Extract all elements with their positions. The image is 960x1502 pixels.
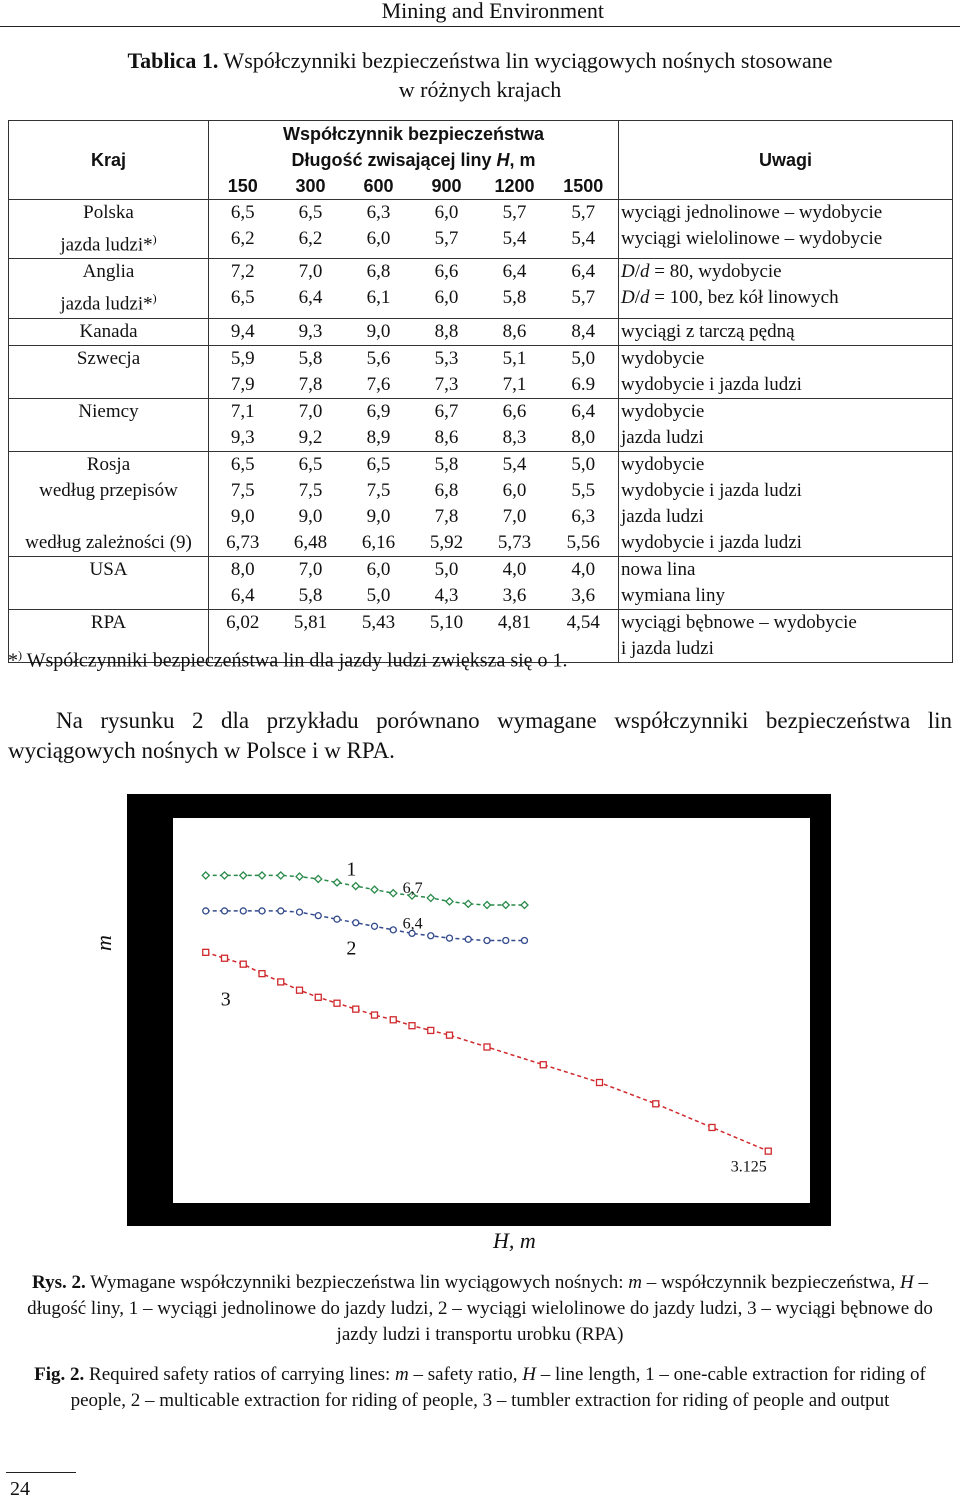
series-2-point [353,920,359,926]
cell-value: 7,0 [277,556,345,583]
series-3-point [297,987,303,993]
cell-country [9,583,209,610]
cell-value: 6,3 [571,505,596,527]
cell-country: USA [9,556,209,583]
chart-annotation: 6,4 [402,915,423,933]
cell-value: 5,3 [413,345,481,372]
caption-polish: Rys. 2. Wymagane współczynniki bezpieczeństwa lin wyciągowych nośnych: m – współczynnik bezpieczeństwa, H – długość liny, 1 – wyciągi jednolinowe do jazdy ludzi, 2 – wyciągi wielolinowe do jazdy ludzi, 3 – wyciągi bębnowe do jazdy ludzi i transportu urobku (RPA) [27,1272,933,1345]
cell-value: 5,4 [571,228,596,249]
cell-value: 5,0 [413,556,481,583]
cell-value: 8,0 [209,556,277,583]
cell-value: 5,8 [298,584,323,606]
length-header-900: 900 [413,173,481,200]
chart-annotation: 1 [346,858,357,881]
table-footnote: *) Współczynniki bezpieczeństwa lin dla jazdy ludzi zwiększa się o 1. [8,648,568,672]
table-row [9,425,953,452]
cell-value: 8,6 [481,318,549,345]
cell-value: 7,5 [298,479,323,501]
cell-note: i jazda ludzi [619,636,953,663]
cell-value: 6,2 [298,228,323,249]
cell-value: 6,8 [434,479,459,501]
cell-value: 4,81 [481,609,549,636]
series-3-point [240,961,246,967]
cell-value: 5,73 [497,531,532,553]
series-3-point [315,994,321,1000]
cell-value: 6,0 [434,287,459,309]
series-3-point [278,979,284,985]
cell-value: 6,6 [413,259,481,286]
cell-value: 4,0 [481,556,549,583]
cell-value: 6,16 [361,531,396,553]
cell-value: 7,0 [277,398,345,425]
series-2-point [334,916,340,922]
cell-value: 3,6 [571,584,596,606]
chart-annotation: 3.125 [730,1158,767,1176]
series-2-point [222,908,228,914]
length-header-300: 300 [277,173,345,200]
series-3-point [353,1006,359,1012]
cell-value: 5,8 [502,287,527,309]
cell-value: 6,1 [366,287,391,309]
cell-country: RPA [9,609,209,636]
series-2-point [372,923,378,929]
cell-value: 6.9 [571,373,596,395]
cell-value: 5,56 [566,531,600,553]
series-2-point [522,938,528,944]
cell-value: 5,1 [481,345,549,372]
cell-value: 6,5 [230,287,255,309]
cell-value: 6,0 [502,479,527,501]
chart-svg [127,794,831,1226]
chart-xlabel: H, m [493,1228,536,1253]
cell-value: 9,0 [345,318,413,345]
cell-value: 5,9 [209,345,277,372]
cell-value: 6,6 [481,398,549,425]
series-3-point [259,971,265,977]
series-3-point [409,1023,415,1029]
table-row [9,285,953,318]
cell-note: nowa lina [619,556,953,583]
journal-header: Mining and Environment [381,0,604,23]
cell-value: 5,7 [549,200,619,227]
series-3-point [709,1124,715,1130]
cell-value: 7,8 [434,505,459,527]
cell-value: 8,3 [502,426,527,448]
series-3-point [222,955,228,961]
table-row [9,398,953,425]
cell-value: 5,6 [345,345,413,372]
cell-value: 5,7 [571,287,596,309]
cell-value: 5,5 [571,479,596,501]
series-2-point [315,913,321,919]
page-number: 24 [10,1478,30,1500]
table-row [9,556,953,583]
series-3-point [447,1032,453,1038]
cell-note: wydobycie [619,398,953,425]
series-3-point [765,1148,771,1154]
col-header-length: Długość zwisającej liny H, m [291,150,536,170]
table-row [9,226,953,259]
cell-note: wydobycie [619,451,953,478]
cell-value: 6,5 [277,200,345,227]
cell-value: 6,0 [366,228,391,249]
plot-area [173,818,810,1203]
table-title [0,46,960,104]
cell-country: jazda ludzi*) [9,226,209,259]
cell-value: 9,4 [209,318,277,345]
cell-value: 7,5 [230,479,255,501]
series-3-point [540,1062,546,1068]
body-paragraph: Na rysunku 2 dla przykładu porównano wymagane współczynniki bezpieczeństwa lin wyciągowych nośnych w Polsce i w RPA. [8,708,952,763]
cell-value: 5,7 [434,228,459,249]
table-row [9,345,953,372]
cell-value: 6,4 [549,398,619,425]
cell-value: 6,0 [345,556,413,583]
cell-value: 7,2 [209,259,277,286]
cell-value: 8,0 [571,426,596,448]
series-3-point [372,1012,378,1018]
table-row [9,318,953,345]
cell-note: wyciągi bębnowe – wydobycie [619,609,953,636]
cell-country [9,425,209,452]
cell-value: 8,8 [413,318,481,345]
cell-value: 9,0 [298,505,323,527]
cell-value: 5,81 [277,609,345,636]
cell-value: 6,4 [230,584,255,606]
cell-note: wydobycie i jazda ludzi [619,530,953,557]
cell-value: 6,02 [209,609,277,636]
cell-note: wyciągi wielolinowe – wydobycie [619,226,953,259]
cell-value: 5,92 [429,531,464,553]
cell-note: wyciągi jednolinowe – wydobycie [619,200,953,227]
series-3-point [390,1017,396,1023]
cell-value: 9,3 [230,426,255,448]
table-row [9,609,953,636]
cell-value: 6,8 [345,259,413,286]
series-3-point [428,1027,434,1033]
cell-country [9,372,209,399]
cell-note: wydobycie i jazda ludzi [619,478,953,504]
cell-value: 5,0 [549,345,619,372]
cell-value: 5,4 [502,228,527,249]
cell-value: 8,6 [434,426,459,448]
cell-value: 6,0 [413,200,481,227]
cell-value: 5,43 [345,609,413,636]
series-3-point [653,1101,659,1107]
table-title-line2: w różnych krajach [398,77,562,102]
cell-value: 7,1 [209,398,277,425]
cell-value: 7,1 [502,373,527,395]
chart-annotation: 6,7 [402,880,423,898]
figure-2-chart [127,794,831,1226]
page-number-rule [6,1472,76,1473]
cell-value: 7,6 [366,373,391,395]
cell-value: 4,54 [549,609,619,636]
cell-value: 5,8 [413,451,481,478]
chart-annotation: 3 [220,988,231,1011]
cell-value: 6,5 [209,200,277,227]
cell-value: 9,0 [230,505,255,527]
cell-value: 5,4 [481,451,549,478]
cell-country: Rosja [9,451,209,478]
length-header-1500: 1500 [549,173,619,200]
cell-value: 5,0 [366,584,391,606]
cell-value: 6,9 [345,398,413,425]
cell-value: 4,3 [434,584,459,606]
cell-country: jazda ludzi*) [9,285,209,318]
cell-value: 7,9 [230,373,255,395]
series-3-point [484,1044,490,1050]
cell-value: 6,4 [298,287,323,309]
cell-note: wymiana liny [619,583,953,610]
length-header-1200: 1200 [481,173,549,200]
series-2-point [390,927,396,933]
cell-value: 5,7 [481,200,549,227]
cell-note: D/d = 80, wydobycie [619,259,953,286]
cell-country: według zależności (9) [9,530,209,557]
cell-value: 6,4 [549,259,619,286]
cell-value: 6,3 [345,200,413,227]
cell-note: jazda ludzi [619,504,953,530]
cell-value: 9,0 [366,505,391,527]
cell-country: Polska [9,200,209,227]
series-2-point [278,908,284,914]
col-header-group: Współczynnik bezpieczeństwa [209,121,619,148]
chart-annotation: 2 [346,937,357,960]
cell-value: 7,5 [366,479,391,501]
table-body [9,200,953,663]
cell-country: Kanada [9,318,209,345]
table-row [9,504,953,530]
series-2-point [240,908,246,914]
length-header-150: 150 [209,173,277,200]
cell-value: 7,8 [298,373,323,395]
table-row [9,451,953,478]
table-title-line1: Współczynniki bezpieczeństwa lin wyciągowych nośnych stosowane [218,48,833,73]
cell-note: wydobycie i jazda ludzi [619,372,953,399]
cell-value: 7,3 [434,373,459,395]
series-2-point [428,933,434,939]
cell-value: 6,5 [209,451,277,478]
cell-value: 3,6 [502,584,527,606]
cell-value: 9,3 [277,318,345,345]
cell-value: 4,0 [549,556,619,583]
cell-value: 6,5 [277,451,345,478]
col-header-kraj: Kraj [9,121,209,200]
series-2-point [465,936,471,942]
cell-note: wyciągi z tarczą pędną [619,318,953,345]
cell-value: 6,2 [230,228,255,249]
cell-country: według przepisów [9,478,209,504]
cell-value: 5,8 [277,345,345,372]
cell-value: 7,0 [502,505,527,527]
cell-value: 9,2 [298,426,323,448]
series-2-point [447,935,453,941]
header-rule [0,26,960,27]
table-row [9,530,953,557]
length-header-600: 600 [345,173,413,200]
cell-country: Szwecja [9,345,209,372]
cell-country: Anglia [9,259,209,286]
table-row [9,200,953,227]
series-2-point [203,908,209,914]
cell-value: 5,10 [413,609,481,636]
table-row [9,478,953,504]
cell-country: Niemcy [9,398,209,425]
table-row [9,583,953,610]
caption-english: Fig. 2. Required safety ratios of carrying lines: m – safety ratio, H – line length, 1 – one-cable extraction for riding of people, 2 – multicable extraction for riding of people, 3 – tumbler extraction for riding of people and output [34,1364,926,1411]
cell-value: 6,5 [345,451,413,478]
series-3-point [203,949,209,955]
chart-ylabel-outside: m [90,935,116,951]
cell-note: jazda ludzi [619,425,953,452]
safety-factor-table [8,120,953,663]
table-row [9,372,953,399]
cell-note: wydobycie [619,345,953,372]
cell-value: 8,9 [366,426,391,448]
cell-value: 5,0 [549,451,619,478]
cell-value: 6,48 [293,531,328,553]
series-3-point [597,1080,603,1086]
cell-value: 7,0 [277,259,345,286]
series-2-point [503,938,509,944]
cell-note: D/d = 100, bez kół linowych [619,285,953,318]
col-header-uwagi: Uwagi [619,121,953,200]
table-row [9,259,953,286]
series-2-point [297,909,303,915]
cell-value: 8,4 [549,318,619,345]
cell-value: 6,4 [481,259,549,286]
cell-value: 6,73 [226,531,260,553]
cell-value: 6,7 [413,398,481,425]
series-2-point [259,908,265,914]
series-2-point [484,938,490,944]
table-label: Tablica 1. [127,48,219,73]
cell-country [9,504,209,530]
series-3-point [334,1000,340,1006]
